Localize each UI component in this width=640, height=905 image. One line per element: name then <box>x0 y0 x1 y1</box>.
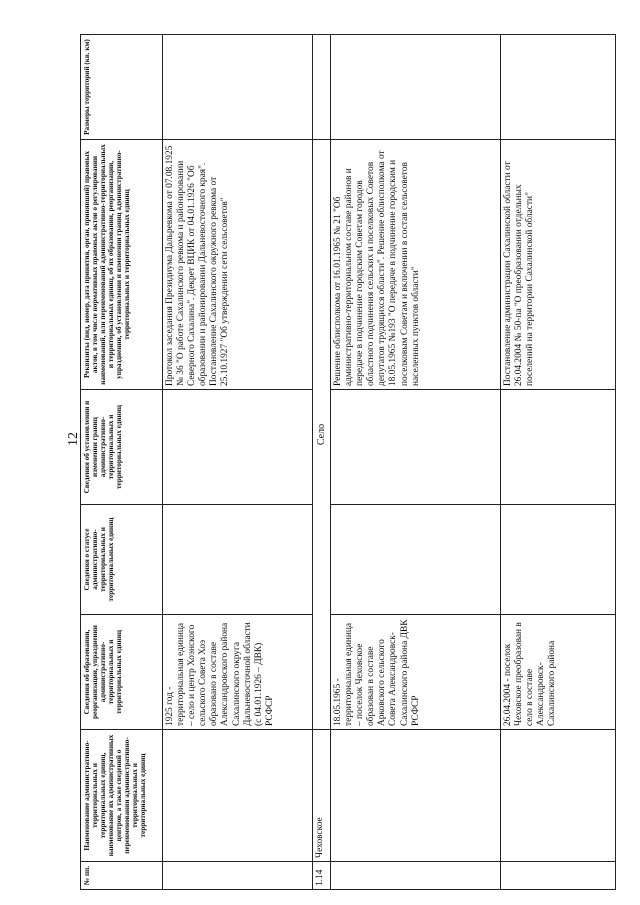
page-number: 12 <box>66 432 81 446</box>
acts-cell: Решение облисполкома от 16.01.1965 № 21 "Об административно-территориальном составе районов и передаче в подчинение городским Советам городов областного подчинения сельских и поселковых Советов депутатов трудящихся области". Решение облисполкома от 18.05.1965 №193 "О передаче в подчинение городским и поселковым Советам и включении в состав сельсоветов населенных пунктов области" <box>331 140 501 390</box>
formation-cell: 1925 год - территориальная единица – село и центр Хоэнского сельского Совета Хоэ образовано в составе Александровского района Сахалинского округа Дальневосточной области (с 04.01.1926 – ДВК) РСФСР <box>163 615 313 730</box>
header-row <box>81 35 163 890</box>
header-name: Наименование административно-территориальных и территориальных единиц, наименование их административных центров, а также сведений о переименовании административно-территориальных и территориальных единиц <box>81 730 163 862</box>
table-row <box>331 35 501 890</box>
header-formation: Сведения об образовании, реорганизации, упразднении административно-территориальных и территориальных единиц <box>81 615 163 730</box>
formation-cell: 26.04.2004 - поселок Чеховское преобразован в село в составе Александровск-Сахалинского района <box>501 615 616 730</box>
header-acts: Реквизиты (вид, номер, дата принятия, орган, принявший) правовых актов, в том числе нормативных правовых актов о регулировании наименований, или переименований административно-территориальных и территориальных единиц, об их образовании, реорганизации, упразднении, об установлении и изменении границ административно-территориальных и территориальных единиц <box>81 140 163 390</box>
settlement-status: Село <box>313 140 331 730</box>
row-number: 1.14 <box>313 862 331 890</box>
settlement-name: Чеховское <box>313 730 331 862</box>
acts-cell: Протокол заседания Президиума Дальревкома от 07.08.1925 № 36 "О работе Сахалинского ревкома и районировании Северного Сахалина". Декрет ВЦИК от 04.01.1926 "Об образовании и районировании Дальневосточного края". Постановление Сахалинского окружного ревкома от 25.10.1927 "Об утверждении сети сельсоветов" <box>163 140 313 390</box>
header-borders: Сведения об установлении и изменении границ административно-территориальных и территориальных единиц <box>81 390 163 505</box>
acts-cell: Постановление администрации Сахалинской области от 26.04.2004 № 50-па "О преобразовании отдельных поселений на территории Сахалинской области" <box>501 140 616 390</box>
header-status: Сведения о статусе административно-территориальных и территориальных единиц <box>81 505 163 615</box>
formation-cell: 18.05.1965 - территориальная единица – поселок Чеховское образован в составе Арковского сельского Совета Александровск-Сахалинского района ДВК РСФСР <box>331 615 501 730</box>
rotated-table-wrapper <box>80 35 615 890</box>
table-row <box>163 35 313 890</box>
table-row <box>313 35 331 890</box>
registry-table <box>80 34 616 890</box>
header-area: Размеры территорий (кв. км) <box>81 35 163 140</box>
header-num: № пп. <box>81 862 163 890</box>
table-row <box>501 35 616 890</box>
